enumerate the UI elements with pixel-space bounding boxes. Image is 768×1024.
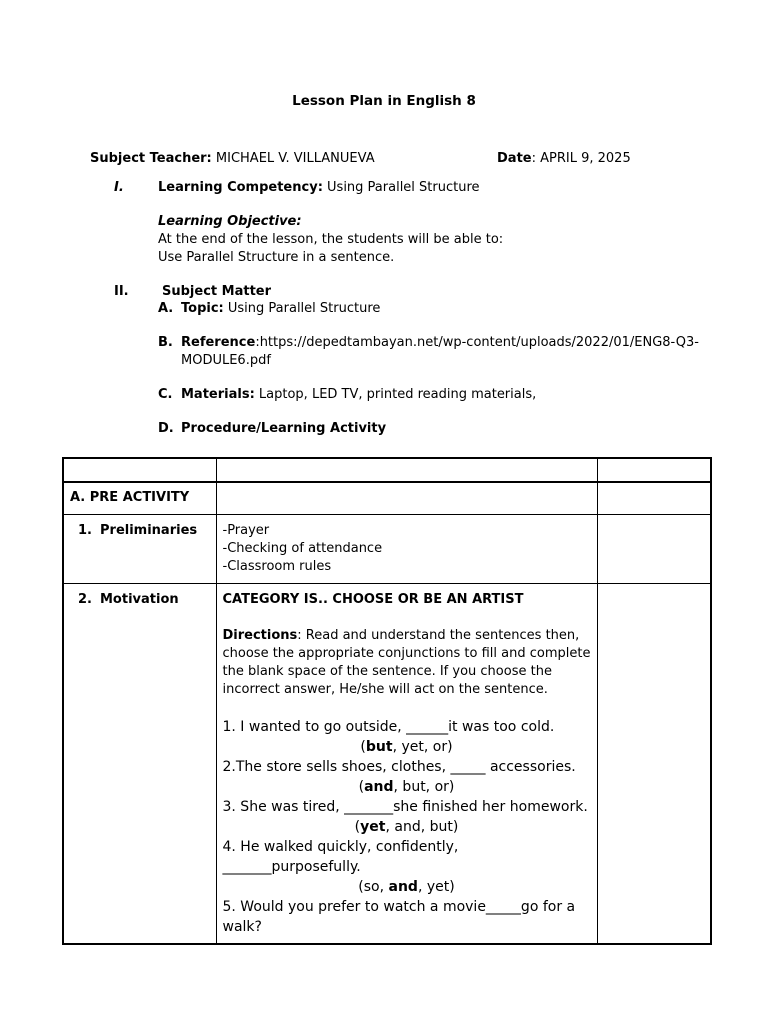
question-3: 3. She was tired, _______she finished her homework.	[222, 798, 588, 815]
materials-value: Laptop, LED TV, printed reading materials,	[258, 387, 537, 402]
materials-label: Materials:	[181, 387, 255, 402]
question-1: 1. I wanted to go outside, ______it was too cold.	[222, 718, 555, 735]
materials-letter: C.	[158, 387, 173, 402]
list-item: -Prayer	[222, 522, 270, 538]
teacher-value: MICHAEL V. VILLANUEVA	[215, 151, 375, 166]
teacher-label: Subject Teacher:	[90, 151, 212, 166]
materials-item	[158, 387, 536, 402]
motivation-cell	[63, 583, 216, 944]
preliminaries-number: 1.	[78, 522, 92, 538]
preliminaries-label: Preliminaries	[100, 522, 198, 538]
date-label: Date	[497, 151, 532, 166]
activity-heading: CATEGORY IS.. CHOOSE OR BE AN ARTIST	[222, 591, 524, 607]
date-value: : APRIL 9, 2025	[531, 151, 631, 166]
objective-line-2: Use Parallel Structure in a sentence.	[158, 250, 395, 265]
reference-url-line-1: :https://depedtambayan.net/wp-content/uploads/2022/01/ENG8-Q3-	[255, 335, 699, 350]
topic-item	[158, 301, 380, 316]
list-item: -Checking of attendance	[222, 540, 383, 556]
topic-letter: A.	[158, 301, 174, 316]
list-item: -Classroom rules	[222, 558, 332, 574]
table-cell	[597, 482, 711, 514]
document-title: Lesson Plan in English 8	[292, 93, 476, 109]
motivation-content	[216, 583, 597, 944]
table-header-row	[63, 458, 711, 482]
teacher-line	[90, 151, 375, 166]
objective-heading: Learning Objective:	[158, 214, 302, 229]
table-row	[63, 514, 711, 583]
motivation-number: 2.	[78, 591, 92, 607]
procedure-item	[158, 421, 386, 436]
choices-3: (yet, and, but)	[354, 818, 459, 835]
pre-activity-label: A. PRE ACTIVITY	[63, 482, 216, 514]
directions-text	[223, 627, 591, 699]
directions-label: Directions	[222, 627, 298, 643]
choices-1: (but, yet, or)	[360, 738, 453, 755]
question-4: 4. He walked quickly, confidently, _______purposefully.	[222, 838, 459, 875]
answer-3: yet	[360, 818, 386, 835]
choices-4: (so, and, yet)	[358, 878, 455, 895]
objective-line-1: At the end of the lesson, the students will be able to:	[158, 232, 504, 247]
reference-label: Reference	[181, 335, 256, 350]
reference-item	[158, 335, 699, 350]
directions-body: : Read and understand the sentences then, choose the appropriate conjunctions to fill and complete the blank space of the sentence. If you choose the incorrect answer, He/she will act on the sentence.	[222, 627, 591, 697]
table-row	[63, 482, 711, 514]
table-header-cell	[63, 458, 216, 482]
procedure-label: Procedure/Learning Activity	[181, 421, 387, 436]
preliminaries-cell	[63, 514, 216, 583]
procedure-table	[62, 457, 712, 945]
table-row	[63, 583, 711, 944]
section-1-numeral: I.	[114, 180, 124, 195]
table-header-cell	[216, 458, 597, 482]
table-header-cell	[597, 458, 711, 482]
question-5: 5. Would you prefer to watch a movie_____go for a walk?	[222, 898, 576, 935]
table-cell	[597, 583, 711, 944]
reference-letter: B.	[158, 335, 173, 350]
subject-matter-heading: Subject Matter	[162, 284, 272, 299]
motivation-label: Motivation	[100, 591, 179, 607]
answer-1: but	[365, 738, 393, 755]
date-line	[497, 151, 631, 166]
table-cell	[597, 514, 711, 583]
topic-value: Using Parallel Structure	[227, 301, 381, 316]
learning-competency	[158, 180, 480, 195]
procedure-letter: D.	[158, 421, 174, 436]
table-cell	[216, 482, 597, 514]
topic-label: Topic:	[181, 301, 224, 316]
preliminaries-content	[216, 514, 597, 583]
competency-value: Using Parallel Structure	[327, 180, 480, 195]
reference-url-line-2: MODULE6.pdf	[181, 353, 271, 368]
competency-label: Learning Competency:	[158, 180, 323, 195]
answer-4: and	[388, 878, 418, 895]
answer-2: and	[364, 778, 394, 795]
choices-2: (and, but, or)	[358, 778, 455, 795]
section-2-numeral: II.	[114, 284, 129, 299]
question-2: 2.The store sells shoes, clothes, _____ accessories.	[222, 758, 576, 775]
